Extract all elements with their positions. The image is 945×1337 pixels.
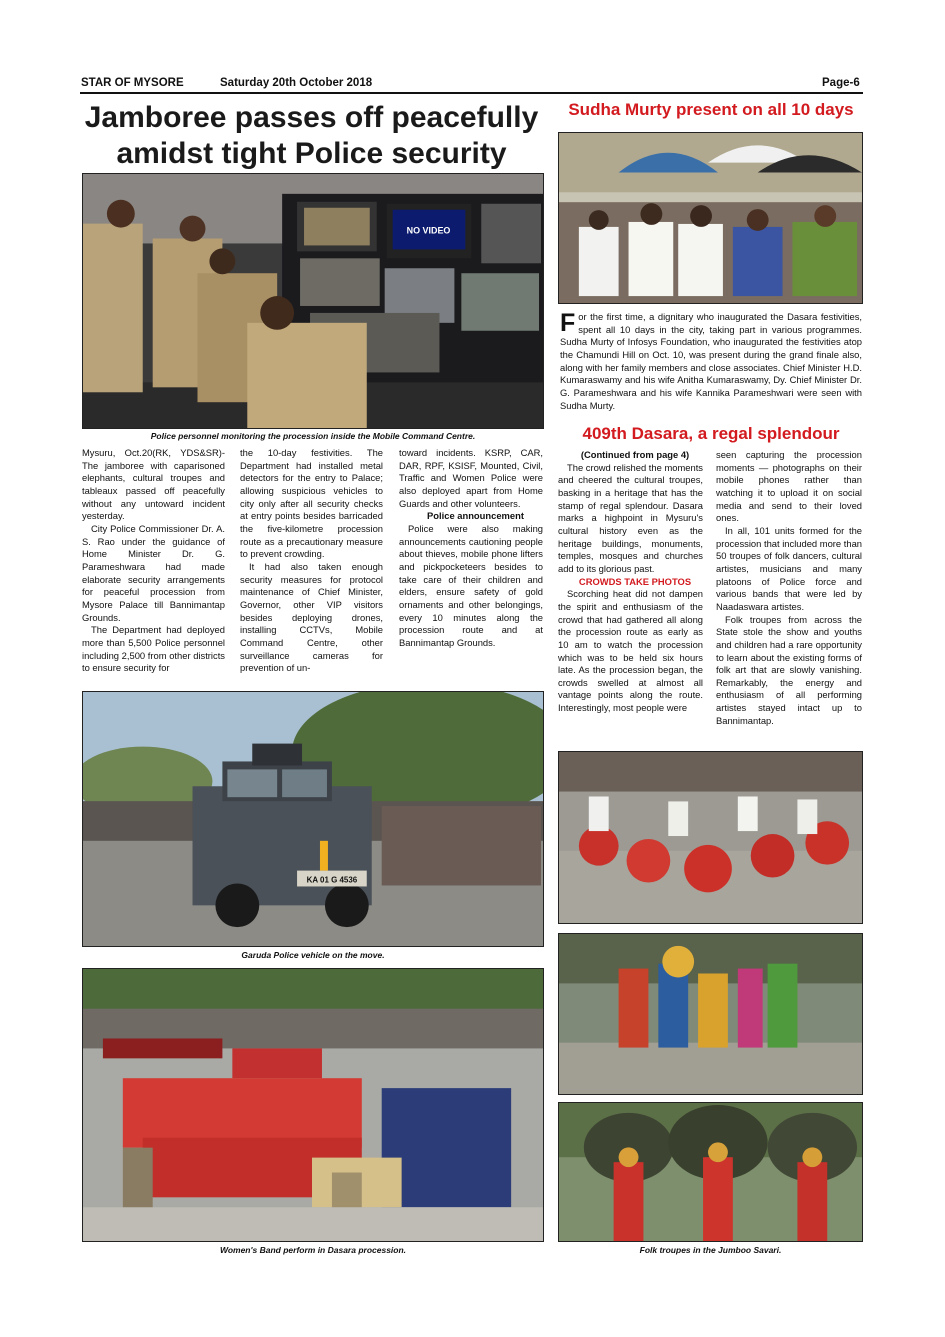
command-centre-photo: [82, 173, 544, 429]
womens-band-caption: Women's Band perform in Dasara procession.: [219, 1245, 407, 1255]
dasara-col1-para1: The crowd relished the moments and cheered the cultural troupes, basking in a heritage that has the stamp of regal splendour. Dasara marks a highpoint in Mysuru's cultural history even as the heritage buildings, monuments, temples, mosques and churches add to its glorious past.: [558, 461, 703, 574]
page-number: Page-6: [822, 77, 860, 89]
publication-name: STAR OF MYSORE: [81, 77, 184, 89]
dasara-col2-para2: In all, 101 units formed for the procession that included more than 50 troupes of folk dancers, cultural artistes, musicians and many platoons of Police force and various bands that were led by Naadaswara artistes.: [716, 524, 862, 612]
dasara-col2-para3: Folk troupes from across the State stole the show and youths and children had a rare opportunity to learn about the existing forms of folk art that are slowly vanishing. Remarkably, the energy and enthusiasm of all performing artistes stayed intact up to Bannimantap.: [716, 613, 862, 726]
main-col1-para1: Mysuru, Oct.20(RK, YDS&SR)-The jamboree with caparisoned elephants, cultural troupes and tableaux passed off peacefully without any untoward incident yesterday.: [82, 447, 225, 522]
sudha-para: [560, 311, 862, 412]
vehicle-plate: KA 01 G 4536: [306, 875, 358, 885]
no-video-label: NO VIDEO: [406, 225, 451, 236]
main-story-col1: [82, 447, 225, 675]
main-col3-para2: Police were also making announcements cautioning people about thieves, mobile phone lifters and pickpocketeers besides to take care of their children and elders, ensure safety of gold ornaments and other belongings, every 10 minutes along the procession route and at Bannimantap Grounds.: [399, 522, 543, 648]
garuda-vehicle-photo: [82, 691, 544, 947]
dasara-continued: (Continued from page 4): [580, 449, 690, 460]
crowds-take-photos-subhead: CROWDS TAKE PHOTOS: [578, 575, 692, 587]
drummers-photo: [558, 751, 863, 924]
main-story-col2: [240, 447, 383, 675]
sudha-murty-photo: [558, 132, 863, 304]
sudha-dropcap: F: [560, 309, 576, 337]
dasara-col1-para2: Scorching heat did not dampen the spirit and enthusiasm of the crowd that had gathered all along the procession route as early as 10 am to watch the procession which was to be held six hours late. As the procession began, the crowds swelled at almost all vantage points along the route. Interestingly, most people were: [558, 588, 703, 714]
police-announcement-subhead: Police announcement: [427, 510, 524, 522]
garuda-caption: Garuda Police vehicle on the move.: [241, 950, 385, 960]
dasara-col1: [558, 449, 703, 715]
main-headline: [80, 100, 543, 172]
main-headline-line1: Jamboree passes off peacefully: [84, 101, 539, 134]
main-col2-para1: the 10-day festivities. The Department had installed metal detectors for the entry to Palace; allowing suspicious vehicles to city only after all security checks at entry points besides barricaded the five-kilometre procession route as a precautionary measure to prevent crowding.: [240, 447, 383, 560]
main-col3-para1: toward incidents. KSRP, CAR, DAR, RPF, KSISF, Mounted, Civil, Traffic and Women Police were also deployed apart from Home Guards and other volunteers.: [399, 447, 543, 509]
folk-troupe-photo: [558, 933, 863, 1095]
issue-date: Saturday 20th October 2018: [220, 77, 373, 89]
jumboo-savari-caption: Folk troupes in the Jumboo Savari.: [639, 1245, 782, 1255]
main-headline-line2: amidst tight Police security: [116, 137, 507, 170]
command-centre-caption: Police personnel monitoring the procession inside the Mobile Command Centre.: [150, 431, 476, 441]
womens-band-photo: [82, 968, 544, 1242]
main-col1-para3: The Department had deployed more than 5,500 Police personnel including 2,500 from other districts to ensure security for: [82, 624, 225, 674]
dasara-col2: [716, 449, 862, 727]
sudha-headline: Sudha Murty present on all 10 days: [568, 100, 854, 119]
sudha-text: or the first time, a dignitary who inaugurated the Dasara festivities, spent all 10 days in the city, taking part in various programmes. Sudha Murty of Infosys Foundation, who inaugurated the festivities atop the Chamundi Hill on Oct. 10, was present during the grand finale also, along with her family members and close associates. Chief Minister H.D. Kumaraswamy and his wife Anitha Kumaraswamy, Dy. Chief Minister Dr. G. Parameshwara and his wife Kannika Parameshwari were seen with Sudha Murty.: [560, 311, 862, 411]
jumboo-savari-photo: [558, 1102, 863, 1242]
main-story-col3: [399, 447, 543, 650]
dasara-col2-para1: seen capturing the procession moments — photographs on their mobile phones rather than watching it to upload it on social media and send to their loved ones.: [716, 449, 862, 524]
main-col1-para2: City Police Commissioner Dr. A. S. Rao under the guidance of Home Minister Dr. G. Parameshwara had made elaborate security arrangements for peaceful procession from Mysore Palace till Bannimantap Grounds.: [82, 522, 225, 623]
masthead-rule: [80, 92, 863, 94]
sudha-body: [560, 311, 862, 412]
dasara-headline: 409th Dasara, a regal splendour: [582, 424, 840, 443]
main-col2-para2: It had also taken enough security measures for protocol maintenance of Chief Minister, Governor, other VIP visitors besides deploying drones, installing CCTVs, Mobile Command Centre, other surveillance cameras for prevention of un-: [240, 560, 383, 674]
